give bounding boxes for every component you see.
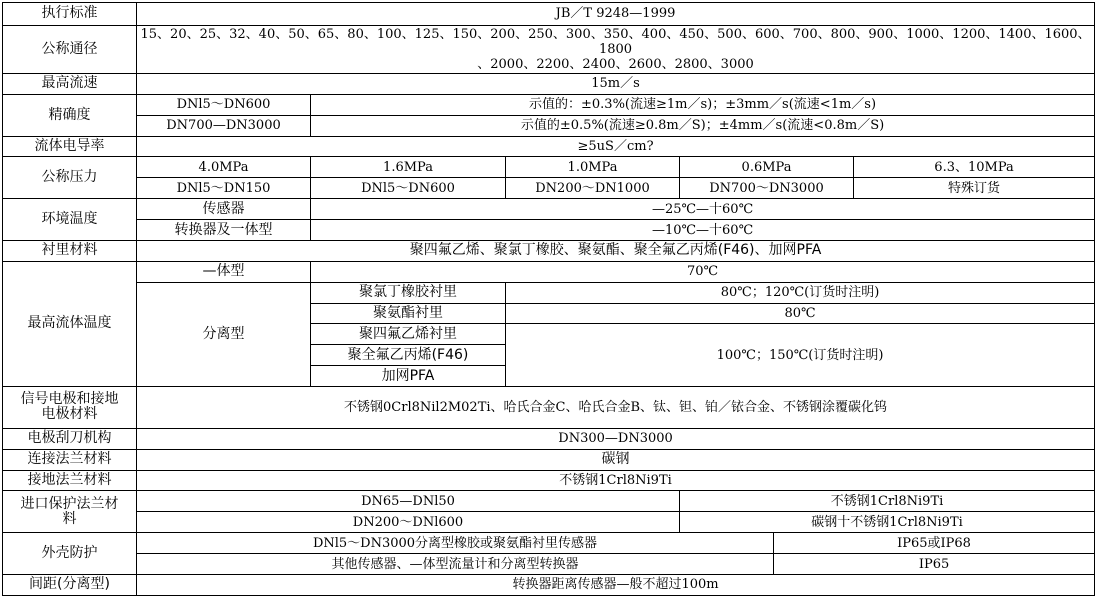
- row-distance: [3, 574, 1095, 595]
- pressure-range-5: 特殊订货: [854, 178, 1095, 199]
- flange-label: 连接法兰材料: [3, 449, 137, 470]
- row-electrode: [3, 387, 1095, 429]
- conductivity-label: 流体电导率: [3, 136, 137, 157]
- inlet-flange-value-2: 碳钢十不锈钢1Crl8Ni9Ti: [680, 512, 1095, 533]
- electrode-value: 不锈钢0Crl8Nil2M02Ti、哈氏合金C、哈氏合金B、钛、钽、铂／铱合金、不锈钢涂覆碳化钨: [137, 387, 1095, 429]
- fluid-temp-item-4: 聚全氟乙丙烯(F46): [311, 345, 506, 366]
- flange-value: 碳钢: [137, 449, 1095, 470]
- enclosure-desc-1: DNl5～DN3000分离型橡胶或聚氨酯衬里传感器: [137, 533, 774, 554]
- enclosure-label: 外壳防护: [3, 533, 137, 575]
- row-scraper: [3, 428, 1095, 449]
- inlet-flange-range-2: DN200～DNl600: [137, 512, 680, 533]
- max-velocity-label: 最高流速: [3, 73, 137, 94]
- ground-flange-label: 接地法兰材料: [3, 470, 137, 491]
- fluid-temp-item-2: 聚氨酯衬里: [311, 303, 506, 324]
- row-lining: [3, 240, 1095, 261]
- row-pressure-ranges: [3, 178, 1095, 199]
- row-standard: [3, 3, 1095, 26]
- accuracy-label: 精确度: [3, 94, 137, 136]
- accuracy-range-1: DNl5～DN600: [137, 94, 311, 115]
- pressure-value-2: 1.6MPa: [311, 157, 506, 178]
- fluid-temp-item-5: 加网PFA: [311, 366, 506, 387]
- row-inlet-flange-2: [3, 512, 1095, 533]
- fluid-temp-value-1: 80℃；120℃(订货时注明): [506, 282, 1095, 303]
- scraper-value: DN300—DN3000: [137, 428, 1095, 449]
- inlet-flange-label: [3, 491, 137, 533]
- fluid-temp-item-1: 聚氯丁橡胶衬里: [311, 282, 506, 303]
- electrode-label-line1: 信号电极和接地: [20, 391, 119, 408]
- row-conductivity: [3, 136, 1095, 157]
- fluid-temp-value-3: 100℃；150℃(订货时注明): [506, 324, 1095, 387]
- pressure-range-3: DN200～DN1000: [506, 178, 680, 199]
- spec-table: [2, 2, 1095, 596]
- fluid-temp-item-3: 聚四氟乙烯衬里: [311, 324, 506, 345]
- inlet-flange-value-1: 不锈钢1Crl8Ni9Ti: [680, 491, 1095, 512]
- diameter-value: [137, 25, 1095, 73]
- ambient-converter-label: 转换器及一体型: [137, 220, 311, 241]
- lining-value: 聚四氟乙烯、聚氯丁橡胶、聚氨酯、聚全氟乙丙烯(F46)、加网PFA: [137, 240, 1095, 261]
- pressure-value-1: 4.0MPa: [137, 157, 311, 178]
- inlet-flange-range-1: DN65—DNl50: [137, 491, 680, 512]
- fluid-temp-label: 最高流体温度: [3, 261, 137, 386]
- diameter-line2: 、2000、2200、2400、2600、2800、3000: [477, 56, 754, 72]
- row-fluid-temp-item-1: [3, 282, 1095, 303]
- inlet-flange-label-line1: 进口保护法兰材: [20, 495, 119, 512]
- fluid-temp-integral-value: 70℃: [311, 261, 1095, 282]
- pressure-range-2: DNl5～DN600: [311, 178, 506, 199]
- diameter-line1: 15、20、25、32、40、50、65、80、100、125、150、200、250、300、350、400、450、500、600、700、800、900、1000、1200、1400、1600、1800: [140, 26, 1091, 57]
- row-flange: [3, 449, 1095, 470]
- row-ground-flange: [3, 470, 1095, 491]
- conductivity-value: ≥5uS／cm?: [137, 136, 1095, 157]
- accuracy-value-1: 示值的：±0.3%(流速≥1m／s)；±3mm／s(流速<1m／s): [311, 94, 1095, 115]
- ambient-converter-value: —10℃—十60℃: [311, 220, 1095, 241]
- max-velocity-value: 15m／s: [137, 73, 1095, 94]
- ambient-sensor-label: 传感器: [137, 199, 311, 220]
- electrode-label-line2: 电极材料: [41, 406, 98, 423]
- pressure-value-4: 0.6MPa: [680, 157, 854, 178]
- row-ambient-converter: [3, 220, 1095, 241]
- accuracy-value-2: 示值的±0.5%(流速≥0.8m／S)；±4mm／s(流速<0.8m／S): [311, 115, 1095, 136]
- row-inlet-flange-1: [3, 491, 1095, 512]
- row-enclosure-1: [3, 533, 1095, 554]
- row-accuracy-1: [3, 94, 1095, 115]
- standard-value: JB／T 9248—1999: [137, 3, 1095, 26]
- pressure-range-4: DN700～DN3000: [680, 178, 854, 199]
- standard-label: 执行标准: [3, 3, 137, 26]
- electrode-label: [3, 387, 137, 429]
- pressure-value-3: 1.0MPa: [506, 157, 680, 178]
- ambient-label: 环境温度: [3, 199, 137, 241]
- pressure-range-1: DNl5～DN150: [137, 178, 311, 199]
- pressure-value-5: 6.3、10MPa: [854, 157, 1095, 178]
- inlet-flange-label-line2: 料: [62, 510, 77, 527]
- row-accuracy-2: [3, 115, 1095, 136]
- enclosure-value-2: IP65: [774, 554, 1095, 575]
- row-diameter: [3, 25, 1095, 73]
- distance-label: 间距(分离型): [3, 574, 137, 595]
- diameter-label: 公称通径: [3, 25, 137, 73]
- accuracy-range-2: DN700—DN3000: [137, 115, 311, 136]
- scraper-label: 电极刮刀机构: [3, 428, 137, 449]
- ground-flange-value: 不锈钢1Crl8Ni9Ti: [137, 470, 1095, 491]
- enclosure-desc-2: 其他传感器、—体型流量计和分离型转换器: [137, 554, 774, 575]
- row-enclosure-2: [3, 554, 1095, 575]
- row-max-velocity: [3, 73, 1095, 94]
- fluid-temp-integral-label: —体型: [137, 261, 311, 282]
- row-fluid-temp-integral: [3, 261, 1095, 282]
- fluid-temp-split-label: 分离型: [137, 282, 311, 386]
- lining-label: 衬里材料: [3, 240, 137, 261]
- row-ambient-sensor: [3, 199, 1095, 220]
- pressure-label: 公称压力: [3, 157, 137, 199]
- ambient-sensor-value: —25℃—十60℃: [311, 199, 1095, 220]
- row-pressure-values: [3, 157, 1095, 178]
- distance-value: 转换器距离传感器—般不超过100m: [137, 574, 1095, 595]
- enclosure-value-1: IP65或IP68: [774, 533, 1095, 554]
- fluid-temp-value-2: 80℃: [506, 303, 1095, 324]
